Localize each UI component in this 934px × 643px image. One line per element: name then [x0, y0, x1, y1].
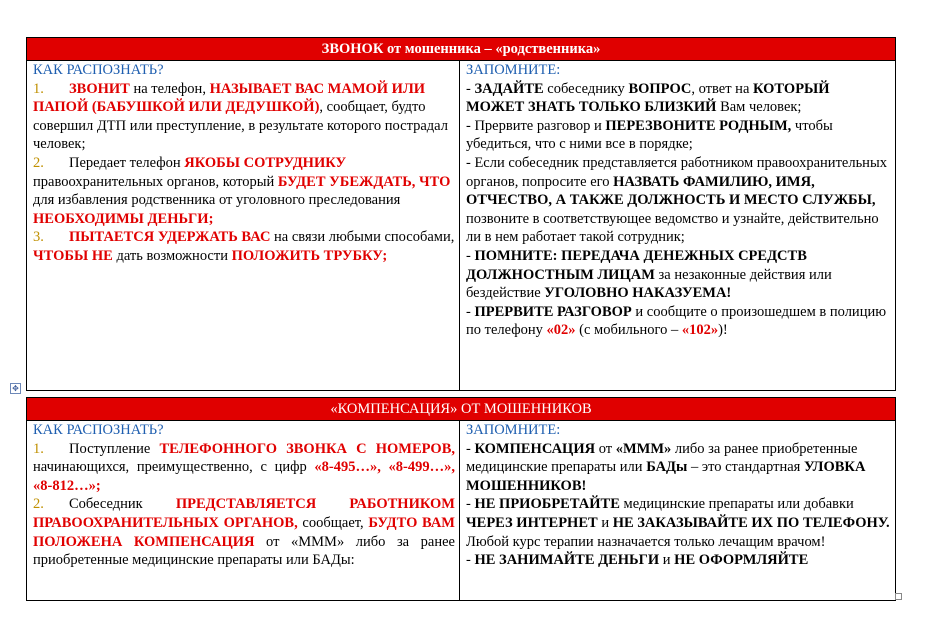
recognize-list [33, 80, 455, 266]
remember-list [466, 80, 891, 340]
body-text: правоохранительных органов, который [33, 173, 278, 190]
emphasis-text: ПЫТАЕТСЯ УДЕРЖАТЬ ВАС [69, 229, 271, 246]
emphasis-text: ЗАДАЙТЕ [474, 80, 544, 97]
remember-item [466, 303, 891, 340]
body-text: собеседнику [543, 80, 629, 97]
body-text: - Прервите разговор и [466, 117, 606, 134]
body-text: от [595, 440, 616, 457]
body-text: – это стандартная [687, 459, 804, 476]
remember-item [466, 154, 891, 247]
remember-item [466, 551, 891, 570]
body-text: на связи любыми способами, [270, 229, 455, 246]
body-text: либо за ранее приобретенные медицинские препараты или [466, 440, 858, 476]
emphasis-text: ПЕРЕЗВОНИТЕ РОДНЫМ, [605, 117, 792, 134]
recognize-cell [27, 421, 460, 601]
emphasis-text: ПРЕРВИТЕ РАЗГОВОР [474, 303, 632, 320]
body-text: , сообщает, будто совершил ДТП или преступление, в результате которого пострадал человек; [33, 99, 448, 153]
emphasis-text: БУДТО ВАМ ПОЛОЖЕНА КОМПЕНСАЦИЯ [33, 514, 455, 550]
body-text: сообщает, [297, 514, 369, 531]
body-text: позвоните в соответствующее ведомство и узнайте, действительно ли в нем работает такой сотрудник; [466, 210, 879, 246]
remember-cell [460, 61, 896, 391]
item-number: 2. [33, 496, 44, 513]
body-text: - [466, 80, 475, 97]
emphasis-text: КОМПЕНСАЦИЯ [474, 440, 596, 457]
compensation-table [26, 397, 896, 601]
item-number: 1. [33, 80, 44, 97]
body-text: (с мобильного – [575, 322, 682, 339]
emphasis-text: НЕОБХОДИМЫ ДЕНЬГИ; [33, 210, 214, 227]
body-text: , ответ на [691, 80, 753, 97]
emphasis-text: НЕ ОФОРМЛЯЙТЕ [674, 552, 809, 569]
remember-item [466, 495, 891, 551]
emphasis-text: ЗВОНИТ [69, 80, 130, 97]
emphasis-text: КОТОРЫЙ МОЖЕТ ЗНАТЬ ТОЛЬКО БЛИЗКИЙ [466, 80, 830, 116]
body-text: - [466, 496, 475, 513]
body-text: для избавления родственника от уголовного преследования [33, 192, 401, 209]
body-text: - Если собеседник представляется работником правоохранительных органов, попросите его [466, 154, 887, 190]
body-text: Вам человек; [716, 99, 802, 116]
body-text: - [466, 247, 475, 264]
emphasis-text: «МММ» [615, 440, 672, 457]
list-item [33, 80, 455, 154]
emphasis-text: БУДЕТ УБЕЖДАТЬ, ЧТО [277, 173, 451, 190]
body-text: и сообщите о произошедшем в полицию по телефону [466, 303, 887, 339]
body-text: на телефон, [129, 80, 210, 97]
list-item [33, 154, 455, 228]
body-text: начинающихся, преимущественно, с цифр [33, 459, 315, 476]
remember-cell [460, 421, 896, 601]
emphasis-text: «8-495…», «8-499…», «8-812…»; [33, 459, 455, 494]
emphasis-text: ПОЛОЖИТЬ ТРУБКУ; [231, 247, 388, 264]
body-text: - [466, 552, 475, 569]
item-number: 3. [33, 229, 44, 246]
recognize-cell [27, 61, 460, 391]
emphasis-text: ЯКОБЫ СОТРУДНИКУ [184, 154, 347, 171]
item-number: 2. [33, 154, 44, 171]
emphasis-text: НЕ ПРИОБРЕТАЙТЕ [474, 496, 620, 513]
body-text: Любой курс терапии назначается только лечащим врачом! [466, 533, 826, 550]
body-text: - [466, 440, 475, 457]
emphasis-text: НАЗВАТЬ ФАМИЛИЮ, ИМЯ, ОТЧЕСТВО, А ТАКЖЕ ДОЛЖНОСТЬ И МЕСТО СЛУЖБЫ, [466, 173, 876, 209]
body-text: Поступление [69, 440, 160, 457]
emphasis-text: БАДы [646, 459, 688, 476]
remember-item [466, 440, 891, 496]
list-item [33, 495, 455, 569]
table-title: ЗВОНОК от мошенника – «родственника» [27, 38, 896, 61]
list-item [33, 440, 455, 496]
remember-item [466, 117, 891, 154]
recognize-heading: КАК РАСПОЗНАТЬ? [33, 422, 164, 438]
table-resize-handle[interactable] [895, 593, 902, 600]
item-number: 1. [33, 440, 44, 457]
emphasis-text: НАЗЫВАЕТ ВАС МАМОЙ ИЛИ ПАПОЙ (БАБУШКОЙ ИЛИ ДЕДУШКОЙ) [33, 80, 426, 116]
scam-relative-table [26, 37, 896, 391]
table-move-handle-icon[interactable]: ✥ [10, 383, 21, 394]
list-item [33, 228, 455, 265]
remember-heading: ЗАПОМНИТЕ: [466, 422, 561, 438]
body-text: от «МММ» либо за ранее приобретенные медицинские препараты или БАДы: [33, 533, 455, 569]
body-text: и [659, 552, 675, 569]
body-text: медицинские препараты или добавки [619, 496, 854, 513]
remember-heading: ЗАПОМНИТЕ: [466, 62, 561, 78]
recognize-list [33, 440, 455, 570]
remember-item [466, 80, 891, 117]
emphasis-text: ВОПРОС [628, 80, 692, 97]
emphasis-text: ЧТОБЫ НЕ [33, 247, 113, 264]
body-text: )! [718, 322, 728, 339]
body-text: и [597, 514, 613, 531]
emphasis-text: УГОЛОВНО НАКАЗУЕМА! [544, 285, 732, 302]
body-text: чтобы убедиться, что с ними все в порядке; [466, 117, 833, 153]
remember-list [466, 440, 891, 570]
table-title: «КОМПЕНСАЦИЯ» ОТ МОШЕННИКОВ [27, 398, 896, 421]
emphasis-text: ПОМНИТЕ: ПЕРЕДАЧА ДЕНЕЖНЫХ СРЕДСТВ ДОЛЖНОСТНЫМ ЛИЦАМ [466, 247, 807, 283]
emphasis-text: НЕ ЗАНИМАЙТЕ ДЕНЬГИ [474, 552, 660, 569]
emphasis-text: ТЕЛЕФОННОГО ЗВОНКА С НОМЕРОВ, [159, 440, 455, 457]
recognize-heading: КАК РАСПОЗНАТЬ? [33, 62, 164, 78]
emphasis-text: ПРЕДСТАВЛЯЕТСЯ РАБОТНИКОМ ПРАВООХРАНИТЕЛЬНЫХ ОРГАНОВ, [33, 496, 455, 531]
body-text: Собеседник [69, 496, 176, 513]
emphasis-text: НЕ ЗАКАЗЫВАЙТЕ ИХ ПО ТЕЛЕФОНУ. [612, 514, 890, 531]
emphasis-text: «02» [546, 322, 576, 339]
emphasis-text: УЛОВКА МОШЕННИКОВ! [466, 459, 866, 494]
remember-item [466, 247, 891, 303]
emphasis-text: ЧЕРЕЗ ИНТЕРНЕТ [466, 514, 598, 531]
body-text: - [466, 303, 475, 320]
emphasis-text: «102» [681, 322, 719, 339]
body-text: за незаконные действия или бездействие [466, 266, 832, 302]
body-text: Передает телефон [69, 154, 185, 171]
body-text: дать возможности [112, 247, 232, 264]
